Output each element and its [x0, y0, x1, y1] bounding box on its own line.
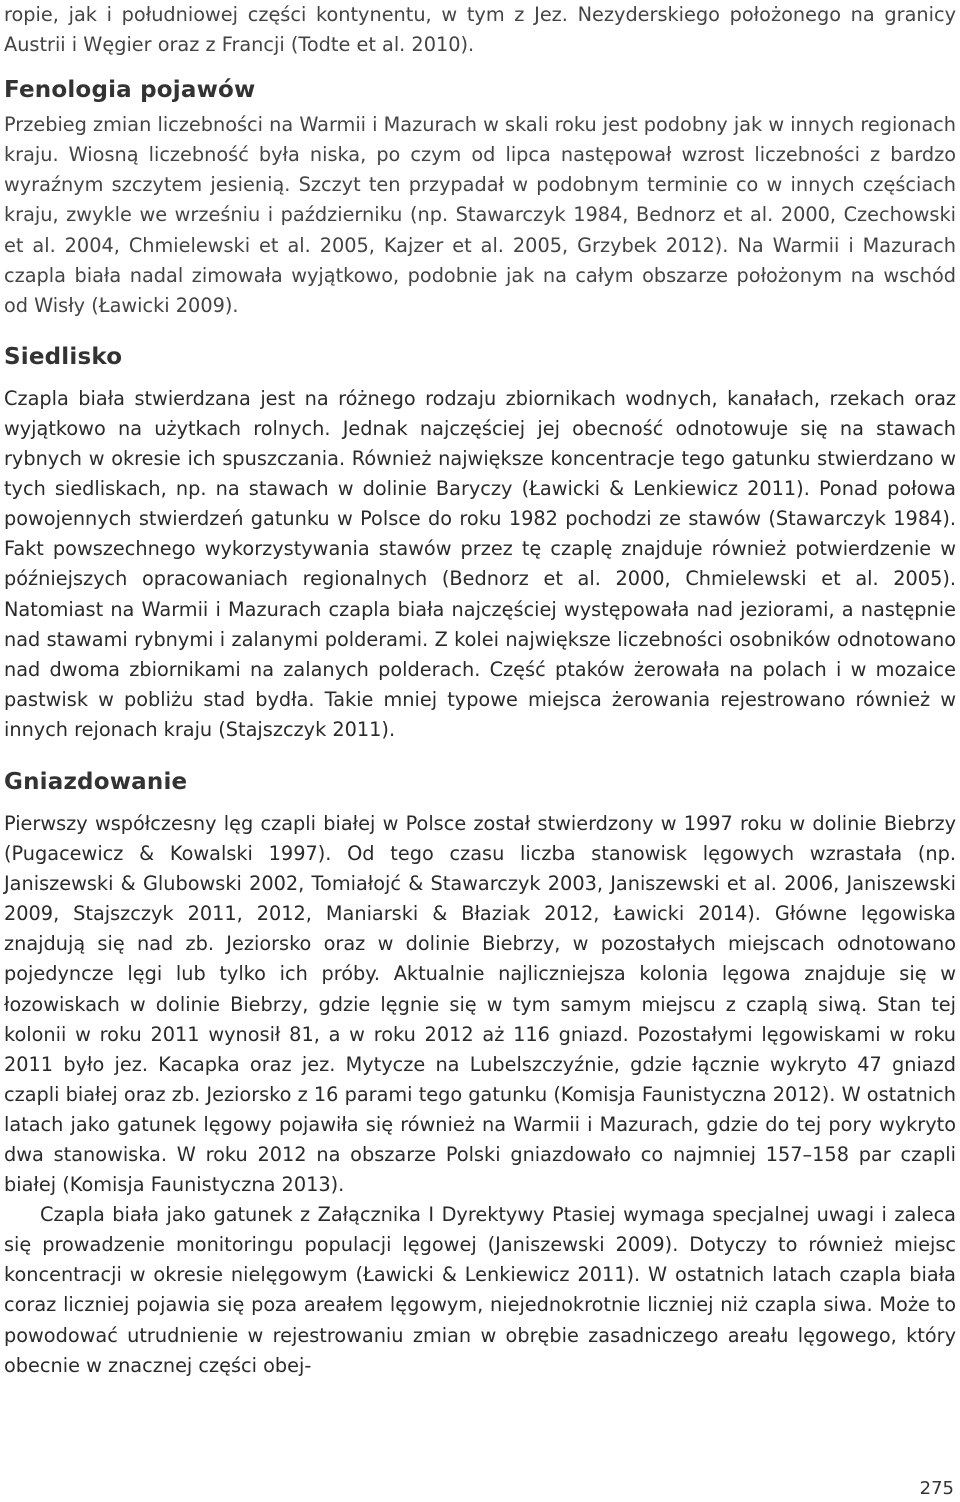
- heading-fenologia: Fenologia pojawów: [4, 77, 256, 104]
- paragraph-fenologia: Przebieg zmian liczebności na Warmii i Mazurach w skali roku jest podobny jak w innych regionach kraju. Wiosną liczebność była niska, po czym od lipca następował wzrost liczebności z bardzo wyraźnym szczytem jesienią. Szczyt ten przypadał w podobnym terminie co w innych częściach kraju, zwykle we wrześniu i październiku (np. Stawarczyk 1984, Bednorz et al. 2000, Czechowski et al. 2004, Chmielewski et al. 2005, Kajzer et al. 2005, Grzybek 2012). Na Warmii i Mazurach czapla biała nadal zimowała wyjątkowo, podobnie jak na całym obszarze położonym na wschód od Wisły (Ławicki 2009).: [4, 113, 956, 317]
- paragraph-intro: ropie, jak i południowej części kontynentu, w tym z Jez. Nezyderskiego położonego na granicy Austrii i Węgier oraz z Francji (Todte et al. 2010).: [4, 3, 956, 57]
- paragraph-gniazdowanie-1: Pierwszy współczesny lęg czapli białej w Polsce został stwierdzony w 1997 roku w dolinie Biebrzy (Pugacewicz & Kowalski 1997). Od tego czasu liczba stanowisk lęgowych wzrastała (np. Janiszewski & Glubowski 2002, Tomiałojć & Stawarczyk 2003, Janiszewski et al. 2006, Janiszewski 2009, Stajszczyk 2011, 2012, Maniarski & Błaziak 2012, Ławicki 2014). Główne lęgowiska znajdują się nad zb. Jeziorsko oraz w dolinie Biebrzy, w pozostałych miejscach odnotowano pojedyncze lęgi lub tylko ich próby. Aktualnie najliczniejsza kolonia lęgowa znajduje się w łozowiskach w dolinie Biebrzy, gdzie lęgnie się w tym samym miejscu z czaplą siwą. Stan tej kolonii w roku 2011 wynosił 81, a w roku 2012 aż 116 gniazd. Pozostałymi lęgowiskami w roku 2011 było jez. Kacapka oraz jez. Mytycze na Lubelszczyźnie, gdzie łącznie wykryto 47 gniazd czapli białej oraz zb. Jeziorsko z 16 parami tego gatunku (Komisja Faunistyczna 2012). W ostatnich latach jako gatunek lęgowy pojawiła się również na Warmii i Mazurach, gdzie do tej pory wykryto dwa stanowiska. W roku 2012 na obszarze Polski gniazdowało co najmniej 157–158 par czapli białej (Komisja Faunistyczna 2013).: [4, 811, 956, 1197]
- page-number: 275: [919, 1478, 954, 1499]
- paragraph-siedlisko: Czapla biała stwierdzana jest na różnego rodzaju zbiornikach wodnych, kanałach, rzekach oraz wyjątkowo na użytkach rolnych. Jednak najczęściej jej obecność odnotowuje się na stawach rybnych w okresie ich spuszczania. Również największe koncentracje tego gatunku stwierdzano w tych siedliskach, np. na stawach w dolinie Baryczy (Ławicki & Lenkiewicz 2011). Ponad połowa powojennych stwierdzeń gatunku w Polsce do roku 1982 pochodzi ze stawów (Stawarczyk 1984). Fakt powszechnego wykorzystywania stawów przez tę czaplę znajduje również potwierdzenie w późniejszych opracowaniach regionalnych (Bednorz et al. 2000, Chmielewski et al. 2005). Natomiast na Warmii i Mazurach czapla biała najczęściej występowała nad jeziorami, a następnie nad stawami rybnymi i zalanymi polderami. Z kolei największe liczebności osobników odnotowano nad dwoma zbiornikami na zalanych polderach. Część ptaków żerowała na polach i w mozaice pastwisk w pobliżu stad bydła. Takie mniej typowe miejsca żerowania rejestrowano również w innych rejonach kraju (Stajszczyk 2011).: [4, 386, 956, 741]
- heading-gniazdowanie: Gniazdowanie: [4, 768, 188, 795]
- heading-siedlisko: Siedlisko: [4, 343, 123, 370]
- paragraph-gniazdowanie-2: Czapla biała jako gatunek z Załącznika I Dyrektywy Ptasiej wymaga specjalnej uwagi i zaleca się prowadzenie monitoringu populacji lęgowej (Janiszewski 2009). Dotyczy to również miejsc koncentracji w okresie nielęgowym (Ławicki & Lenkiewicz 2011). W ostatnich latach czapla biała coraz liczniej pojawia się poza areałem lęgowym, niejednokrotnie liczniej niż czapla siwa. Może to powodować utrudnienie w rejestrowaniu zmian w obrębie zasadniczego areału lęgowego, który obecnie w znacznej części obej-: [4, 1203, 956, 1377]
- article-text: [4, 0, 956, 1381]
